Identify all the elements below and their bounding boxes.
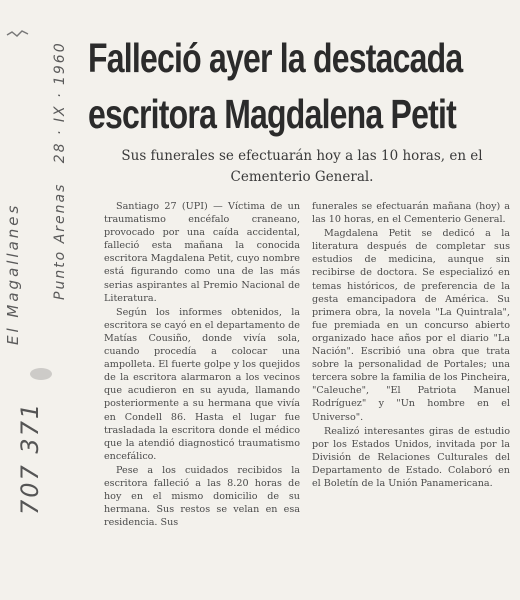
handwritten-source: El Magallanes [4,202,22,345]
headline [88,30,463,142]
subheadline: Sus funerales se efectuarán hoy a las 10 horas, en el Cementerio General. [121,148,483,185]
paragraph: Según los informes obtenidos, la escritora se cayó en el departamento de Matías Cousiño, donde vivía sola, cuando procedía a colocar una ampolleta. El fuerte golpe y los quejidos de la escritora alarmaron a los vecinos que acudieron en su ayuda, llamando posteriormente a su hermana que vivía en Condell 86. Hasta el lugar fue trasladada la escritora donde el médico que la atendió diagnosticó traumatismo encefálico. [104,306,300,462]
article-column-right [312,200,510,491]
corner-mark [6,28,30,40]
paragraph: Realizó interesantes giras de estudio por los Estados Unidos, invitada por la División de Relaciones Culturales del Departamento de Estado. Colaboró en el Boletín de la Unión Panamericana. [312,425,510,489]
headline-line-2: escritora Magdalena Petit [88,91,456,137]
headline-line-1: Falleció ayer la destacada [88,35,463,81]
paragraph: Magdalena Petit se dedicó a la literatura después de completar sus estudios de medicina, aunque sin recibirse de doctora. Se especializó en temas históricos, de preferencia de la gesta emancipadora de América. Su primera obra, la novela "La Quintrala", fue premiada en un concurso abierto organizado hace años por el diario "La Nación". Escribió una obra que trata sobre la personalidad de Portales; una tercera sobre la familia de los Pincheira, "Caleuche", "El Patriota Manuel Rodríguez" y "Un hombre en el Universo". [312,228,510,423]
paragraph: Santiago 27 (UPI) — Víctima de un traumatismo encéfalo craneano, provocado por una caída accidental, falleció esta mañana la conocida escritora Magdalena Petit, cuyo nombre está figurando como una de las más serias aspirantes al Premio Nacional de Literatura. [104,201,300,304]
handwritten-date: Punto Arenas 28 · IX · 1960 [52,41,68,300]
paragraph: funerales se efectuarán mañana (hoy) a las 10 horas, en el Cementerio General. [312,201,510,226]
paragraph: Pese a los cuidados recibidos la escritora falleció a las 8.20 horas de hoy en el mismo domicilio de su hermana. Sus restos se velan en esa residencia. Sus [104,464,300,529]
article-column-left [104,200,300,530]
handwritten-catalog-number: 707 371 [16,401,44,515]
ink-smudge [30,368,52,380]
